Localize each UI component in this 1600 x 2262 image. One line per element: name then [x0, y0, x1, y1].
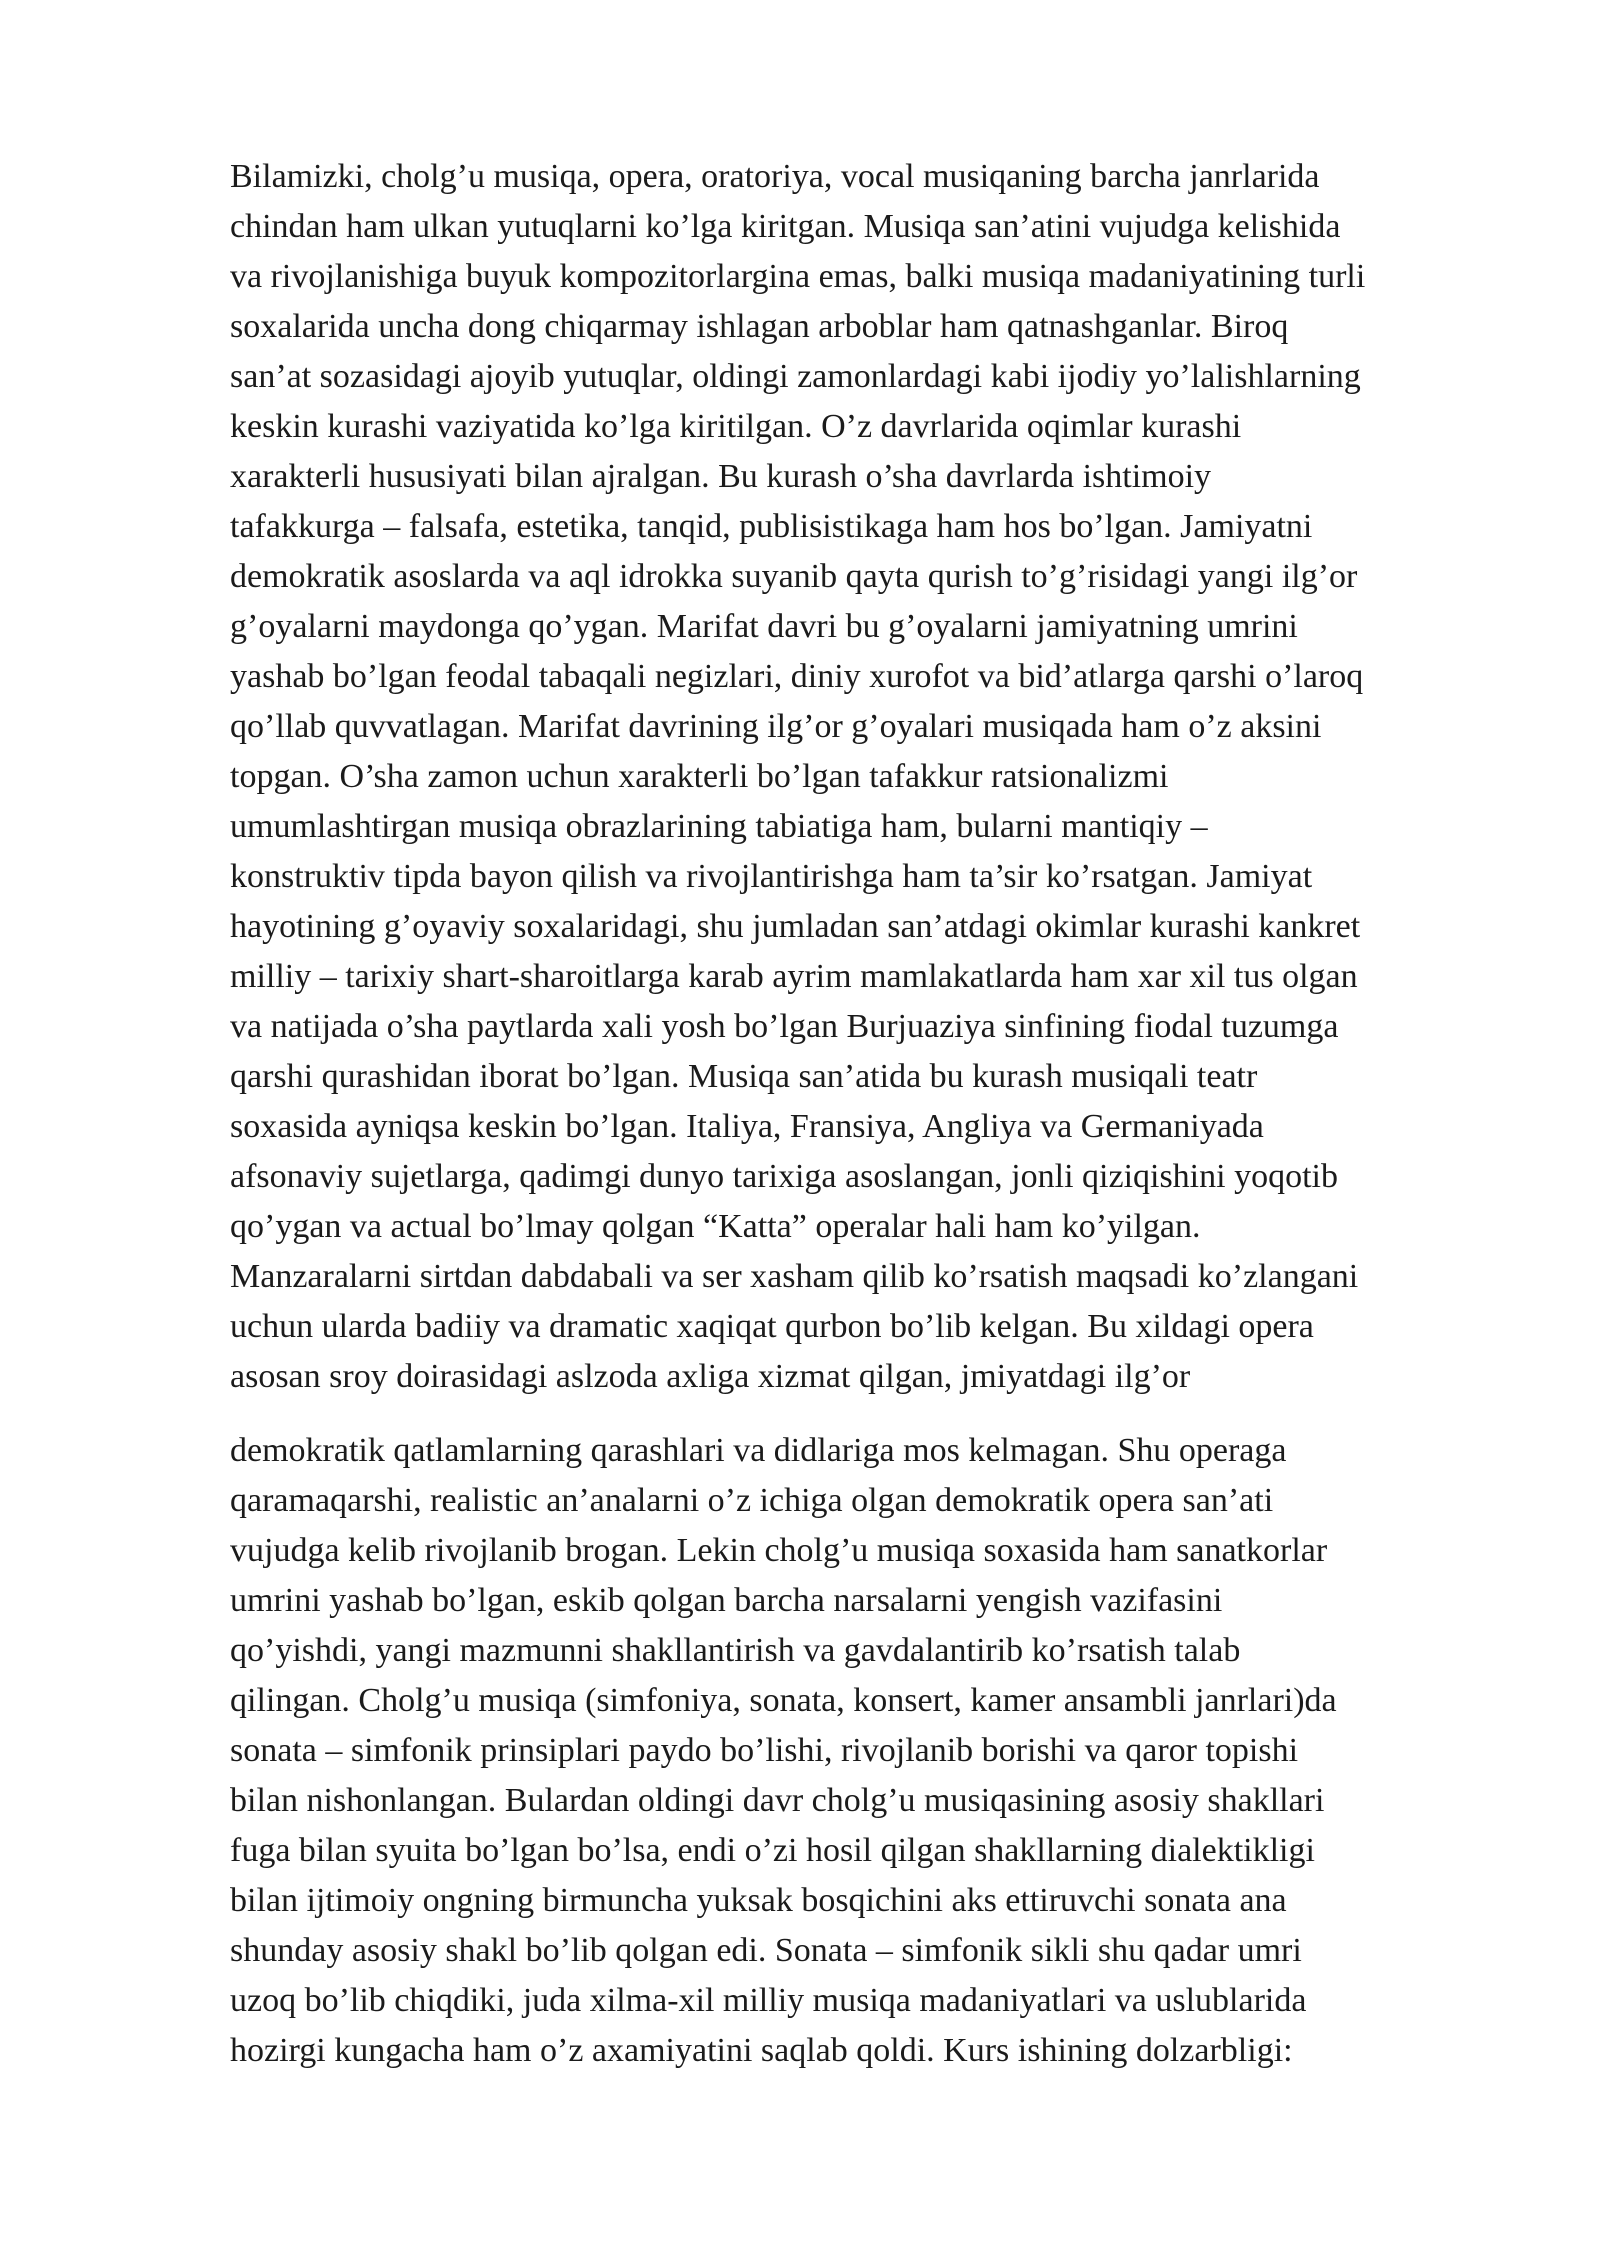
text-line: shunday asosiy shakl bo’lib qolgan edi. Sonata – simfonik sikli shu qadar umri — [230, 1932, 1302, 1969]
text-line: g’oyalarni maydonga qo’ygan. Marifat davri bu g’oyalarni jamiyatning umrini — [230, 608, 1298, 645]
text-line: fuga bilan syuita bo’lgan bo’lsa, endi o’zi hosil qilgan shakllarning dialektikligi — [230, 1832, 1315, 1869]
text-line: afsonaviy sujetlarga, qadimgi dunyo tarixiga asoslangan, jonli qiziqishini yoqotib — [230, 1158, 1338, 1195]
text-line: qo’llab quvvatlagan. Marifat davrining ilg’or g’oyalari musiqada ham o’z aksini — [230, 708, 1322, 745]
text-line: Bilamizki, cholg’u musiqa, opera, oratoriya, vocal musiqaning barcha janrlarida — [230, 158, 1320, 195]
text-line: hayotining g’oyaviy soxalaridagi, shu jumladan san’atdagi okimlar kurashi kankret — [230, 908, 1361, 945]
paragraph-block-2 — [230, 1426, 1520, 2076]
text-line: va rivojlanishiga buyuk kompozitorlargina emas, balki musiqa madaniyatining turli — [230, 258, 1366, 295]
text-line: uchun ularda badiiy va dramatic xaqiqat qurbon bo’lib kelgan. Bu xildagi opera — [230, 1308, 1314, 1345]
text-line: qarshi qurashidan iborat bo’lgan. Musiqa san’atida bu kurash musiqali teatr — [230, 1058, 1258, 1095]
text-line: chindan ham ulkan yutuqlarni ko’lga kiritgan. Musiqa san’atini vujudga kelishida — [230, 208, 1341, 245]
text-line: hozirgi kungacha ham o’z axamiyatini saqlab qoldi. Kurs ishining dolzarbligi: — [230, 2032, 1293, 2069]
text-line: yashab bo’lgan feodal tabaqali negizlari, diniy xurofot va bid’atlarga qarshi o’laroq — [230, 658, 1364, 695]
text-line: sonata – simfonik prinsiplari paydo bo’lishi, rivojlanib borishi va qaror topishi — [230, 1732, 1299, 1769]
text-line: demokratik qatlamlarning qarashlari va didlariga mos kelmagan. Shu operaga — [230, 1432, 1287, 1469]
text-line: soxalarida uncha dong chiqarmay ishlagan arboblar ham qatnashganlar. Biroq — [230, 308, 1289, 345]
text-line: uzoq bo’lib chiqdiki, juda xilma-xil milliy musiqa madaniyatlari va uslublarida — [230, 1982, 1307, 2019]
text-line: umumlashtirgan musiqa obrazlarining tabiatiga ham, bularni mantiqiy – — [230, 808, 1208, 845]
text-line: milliy – tarixiy shart-sharoitlarga karab ayrim mamlakatlarda ham xar xil tus olgan — [230, 958, 1358, 995]
text-line: soxasida ayniqsa keskin bo’lgan. Italiya, Fransiya, Angliya va Germaniyada — [230, 1108, 1264, 1145]
text-line: xarakterli hususiyati bilan ajralgan. Bu kurash o’sha davrlarda ishtimoiy — [230, 458, 1212, 495]
text-line: qaramaqarshi, realistic an’analarni o’z ichiga olgan demokratik opera san’ati — [230, 1482, 1274, 1519]
text-line: asosan sroy doirasidagi aslzoda axliga xizmat qilgan, jmiyatdagi ilg’or — [230, 1358, 1191, 1395]
text-line: Manzaralarni sirtdan dabdabali va ser xasham qilib ko’rsatish maqsadi ko’zlangani — [230, 1258, 1359, 1295]
text-line: bilan nishonlangan. Bulardan oldingi davr cholg’u musiqasining asosiy shakllari — [230, 1782, 1325, 1819]
paragraph-block-1 — [230, 152, 1520, 1402]
text-line: vujudga kelib rivojlanib brogan. Lekin cholg’u musiqa soxasida ham sanatkorlar — [230, 1532, 1328, 1569]
text-line: qo’yishdi, yangi mazmunni shakllantirish va gavdalantirib ko’rsatish talab — [230, 1632, 1241, 1669]
text-line: umrini yashab bo’lgan, eskib qolgan barcha narsalarni yengish vazifasini — [230, 1582, 1223, 1619]
text-line: tafakkurga – falsafa, estetika, tanqid, publisistikaga ham hos bo’lgan. Jamiyatni — [230, 508, 1313, 545]
text-line: bilan ijtimoiy ongning birmuncha yuksak bosqichini aks ettiruvchi sonata ana — [230, 1882, 1287, 1919]
text-line: qilingan. Cholg’u musiqa (simfoniya, sonata, konsert, kamer ansambli janrlari)da — [230, 1682, 1337, 1719]
text-line: keskin kurashi vaziyatida ko’lga kiritilgan. O’z davrlarida oqimlar kurashi — [230, 408, 1242, 445]
text-line: qo’ygan va actual bo’lmay qolgan “Katta” operalar hali ham ko’yilgan. — [230, 1208, 1201, 1245]
text-line: san’at sozasidagi ajoyib yutuqlar, oldingi zamonlardagi kabi ijodiy yo’lalishlarning — [230, 358, 1361, 395]
text-line: konstruktiv tipda bayon qilish va rivojlantirishga ham ta’sir ko’rsatgan. Jamiyat — [230, 858, 1313, 895]
text-line: va natijada o’sha paytlarda xali yosh bo’lgan Burjuaziya sinfining fiodal tuzumga — [230, 1008, 1339, 1045]
text-line: demokratik asoslarda va aql idrokka suyanib qayta qurish to’g’risidagi yangi ilg’or — [230, 558, 1358, 595]
text-line: topgan. O’sha zamon uchun xarakterli bo’lgan tafakkur ratsionalizmi — [230, 758, 1169, 795]
